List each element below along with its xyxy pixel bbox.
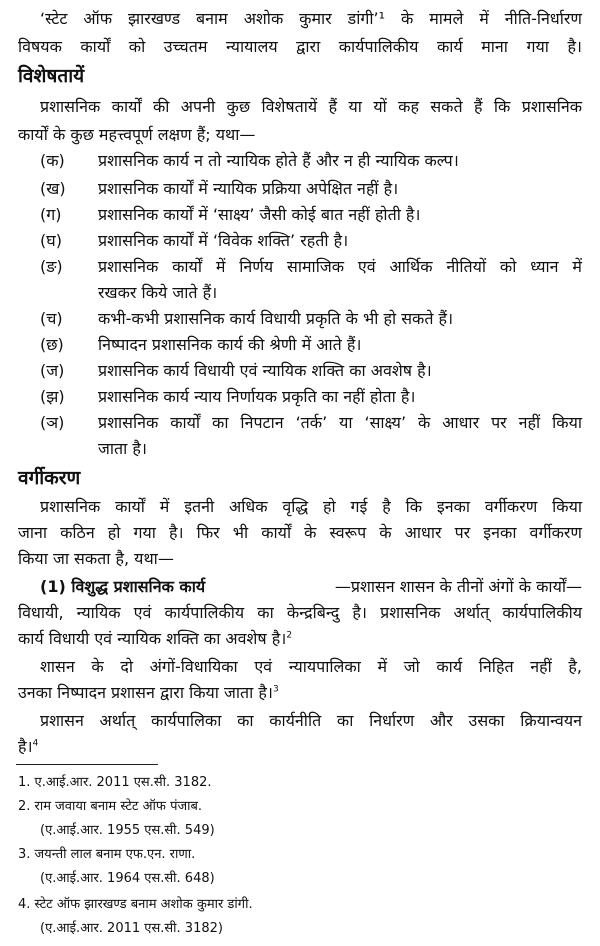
classification-para-line-3: किया जा सकता है, यथा—	[18, 549, 174, 568]
list-marker: (च)	[40, 309, 63, 328]
footnote-ref: 2	[286, 630, 293, 641]
intro-line-2: विषयक कार्यों को उच्चतम न्यायालय द्वारा कार्यपालिकीय कार्य माना गया है।	[18, 37, 582, 56]
classification-para-line-1: प्रशासनिक कार्यों में इतनी अधिक वृद्धि हो गई है कि इनका वर्गीकरण किया	[40, 497, 582, 516]
footnote-2-citation: (ए.आई.आर. 1955 एस.सी. 549)	[40, 823, 215, 838]
list-item: प्रशासनिक कार्य न्याय निर्णायक प्रकृति का नहीं होता है।	[98, 387, 416, 406]
footnote-ref: 3	[272, 684, 279, 695]
footnote-ref: 4	[32, 738, 39, 749]
pure-admin-heading: (1) विशुद्ध प्रशासनिक कार्य	[40, 577, 206, 596]
features-heading: विशेषतायें	[18, 65, 85, 87]
footnote-4-citation: (ए.आई.आर. 2011 एस.सी. 3182)	[40, 921, 223, 936]
organs-para-line-2	[18, 682, 279, 704]
footnote-4: 4. स्टेट ऑफ झारखण्ड बनाम अशोक कुमार डांगी.	[18, 897, 253, 912]
list-item: प्रशासनिक कार्यों में ‘साक्ष्य’ जैसी कोई बात नहीं होती है।	[98, 205, 421, 224]
list-item: प्रशासनिक कार्यों में ‘विवेक शक्ति’ रहती है।	[98, 231, 349, 250]
list-marker: (ख)	[40, 179, 66, 198]
classification-para-line-2: जाना कठिन हो गया है। फिर भी कार्यों के स्वरूप के आधार पर इनका वर्गीकरण	[18, 523, 582, 542]
features-para-line-1: प्रशासनिक कार्यों की अपनी कुछ विशेषतायें हैं या यों कह सकते हैं कि प्रशासनिक	[40, 97, 582, 116]
list-item-continuation: जाता है।	[98, 439, 147, 458]
pure-admin-line-3	[18, 628, 292, 650]
list-marker: (ग)	[40, 205, 62, 224]
list-item: प्रशासनिक कार्यों में न्यायिक प्रक्रिया अपेक्षित नहीं है।	[98, 179, 399, 198]
list-item: निष्पादन प्रशासनिक कार्य की श्रेणी में आते हैं।	[98, 335, 362, 354]
footnote-3: 3. जयन्ती लाल बनाम एफ.एन. राणा.	[18, 847, 196, 862]
list-item: प्रशासनिक कार्यों का निपटान ‘तर्क’ या ‘साक्ष्य’ के आधार पर नहीं किया	[98, 413, 582, 432]
features-para-line-2: कार्यों के कुछ महत्त्वपूर्ण लक्षण हैं; यथा—	[18, 125, 256, 144]
footnote-1: 1. ए.आई.आर. 2011 एस.सी. 3182.	[18, 775, 212, 790]
list-item: कभी-कभी प्रशासनिक कार्य विधायी प्रकृति के भी हो सकते हैं।	[98, 309, 454, 328]
organs-para-line-2-text: उनका निष्पादन प्रशासन द्वारा किया जाता है।	[18, 683, 273, 702]
pure-admin-line-3-text: कार्य विधायी एवं न्यायिक शक्ति का अवशेष है।	[18, 629, 287, 648]
list-marker: (ज)	[40, 361, 65, 380]
intro-line-1: ‘स्टेट ऑफ झारखण्ड बनाम अशोक कुमार डांगी’¹ के मामले में नीति-निर्धारण	[40, 9, 582, 28]
footnote-3-citation: (ए.आई.आर. 1964 एस.सी. 648)	[40, 871, 215, 886]
pure-admin-line-2: विधायी, न्यायिक एवं कार्यपालिकीय का केन्द्रबिन्दु है। प्रशासनिक अर्थात् कार्यपालिकीय	[18, 603, 582, 622]
pure-admin-line-1	[40, 576, 582, 598]
list-marker: (ङ)	[40, 257, 63, 276]
executive-para-line-2-text: है।	[18, 737, 33, 756]
footnote-2: 2. राम जवाया बनाम स्टेट ऑफ पंजाब.	[18, 799, 203, 814]
list-item-continuation: रखकर किये जाते हैं।	[98, 283, 218, 302]
list-item: प्रशासनिक कार्यों में निर्णय सामाजिक एवं आर्थिक नीतियों को ध्यान में	[98, 257, 582, 276]
executive-para-line-2	[18, 736, 38, 758]
footnote-divider	[16, 764, 158, 765]
organs-para-line-1: शासन के दो अंगों-विधायिका एवं न्यायपालिका में जो कार्य निहित नहीं है,	[40, 657, 582, 676]
classification-heading: वर्गीकरण	[18, 467, 81, 489]
executive-para-line-1: प्रशासन अर्थात् कार्यपालिका का कार्यनीति का निर्धारण और उसका क्रियान्वयन	[40, 711, 582, 730]
list-marker: (झ)	[40, 387, 65, 406]
list-marker: (घ)	[40, 231, 62, 250]
list-marker: (छ)	[40, 335, 64, 354]
pure-admin-line-1-text: —प्रशासन शासन के तीनों अंगों के कार्यों—	[334, 577, 582, 596]
list-marker: (ञ)	[40, 413, 65, 432]
list-marker: (क)	[40, 151, 65, 170]
list-item: प्रशासनिक कार्य विधायी एवं न्यायिक शक्ति का अवशेष है।	[98, 361, 432, 380]
list-item: प्रशासनिक कार्य न तो न्यायिक होते हैं और न ही न्यायिक कल्प।	[98, 151, 459, 170]
